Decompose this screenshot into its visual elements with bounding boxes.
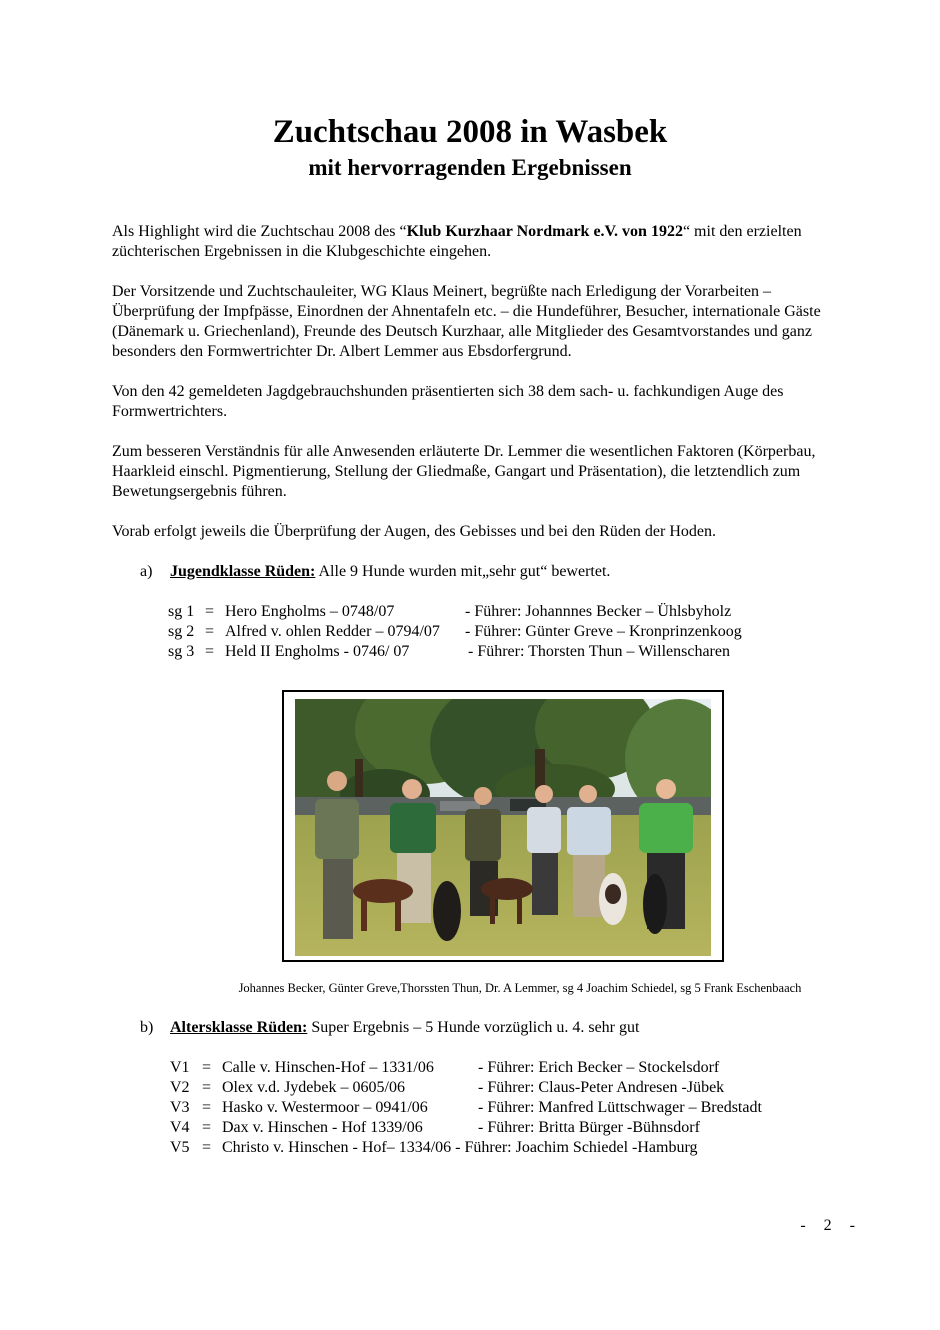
section-a-text: Alle 9 Hunde wurden mit„sehr gut“ bewertet. xyxy=(315,563,611,580)
paragraph-checks: Vorab erfolgt jeweils die Überprüfung der Augen, des Gebisses und bei den Rüden der Hoden. xyxy=(112,523,716,540)
section-b-text: Super Ergebnis – 5 Hunde vorzüglich u. 4. sehr gut xyxy=(307,1019,640,1036)
result-handler: - Führer: Claus-Peter Andresen -Jübek xyxy=(478,1079,725,1096)
result-dog: Christo v. Hinschen - Hof– 1334/06 - Führer: Joachim Schiedel -Hamburg xyxy=(222,1139,698,1156)
section-a-heading xyxy=(140,562,610,582)
result-eq: = xyxy=(202,1079,212,1096)
result-dog: Held II Engholms - 0746/ 07 xyxy=(225,643,410,660)
section-a-marker: a) xyxy=(140,563,153,580)
intro-text-after: “ mit den erzielten züchterischen Ergebnissen in die Klubgeschichte eingehen. xyxy=(112,223,802,260)
result-rank: V1 xyxy=(170,1059,190,1076)
result-dog: Hero Engholms – 0748/07 xyxy=(225,603,395,620)
result-eq: = xyxy=(205,603,215,620)
page-title: Zuchtschau 2008 in Wasbek xyxy=(272,114,668,150)
result-rank: V2 xyxy=(170,1079,190,1096)
result-eq: = xyxy=(202,1119,212,1136)
result-eq: = xyxy=(202,1139,212,1156)
result-eq: = xyxy=(205,623,215,640)
result-handler: - Führer: Britta Bürger -Bühnsdorf xyxy=(478,1119,700,1136)
intro-paragraph xyxy=(112,222,847,262)
result-dog: Hasko v. Westermoor – 0941/06 xyxy=(222,1099,428,1116)
intro-text-before: Als Highlight wird die Zuchtschau 2008 des “ xyxy=(112,223,407,240)
photo-frame xyxy=(282,690,724,962)
section-b-heading xyxy=(140,1018,639,1038)
result-dog: Alfred v. ohlen Redder – 0794/07 xyxy=(225,623,440,640)
result-handler: - Führer: Johannnes Becker – Ühlsbyholz xyxy=(465,603,732,620)
result-rank: V3 xyxy=(170,1099,190,1116)
result-dog: Dax v. Hinschen - Hof 1339/06 xyxy=(222,1119,423,1136)
result-rank: sg 1 xyxy=(168,603,195,620)
club-name: Klub Kurzhaar Nordmark e.V. von 1922 xyxy=(406,223,683,240)
result-dog: Calle v. Hinschen-Hof – 1331/06 xyxy=(222,1059,434,1076)
photo-caption: Johannes Becker, Günter Greve,Thorssten Thun, Dr. A Lemmer, sg 4 Joachim Schiedel, sg 5 Frank Eschenbaach xyxy=(238,981,802,995)
result-handler: - Führer: Erich Becker – Stockelsdorf xyxy=(478,1059,720,1076)
paragraph-dog-count: Von den 42 gemeldeten Jagdgebrauchshunden präsentierten sich 38 dem sach- u. fachkundigen Auge des Formwertrichters. xyxy=(112,383,784,420)
result-handler: - Führer: Manfred Lüttschwager – Bredstadt xyxy=(478,1099,762,1116)
result-rank: V4 xyxy=(170,1119,190,1136)
result-eq: = xyxy=(202,1099,212,1116)
paragraph-greeting: Der Vorsitzende und Zuchtschauleiter, WG Klaus Meinert, begrüßte nach Erledigung der Vorarbeiten – Überprüfung der Impfpässe, Einordnen der Ahnentafeln etc. – die Hundeführer, Besucher, internationale Gäste (Dänemark u. Griechenland), Freunde des Deutsch Kurzhaar, alle Mitglieder des Gesamtvorstandes und ganz besonders den Formwertrichter Dr. Albert Lemmer aus Ebsdorfergrund. xyxy=(112,283,821,360)
page-number: - 2 - xyxy=(800,1217,862,1234)
result-handler: - Führer: Thorsten Thun – Willenscharen xyxy=(468,643,730,660)
result-eq: = xyxy=(205,643,215,660)
result-rank: V5 xyxy=(170,1139,190,1156)
section-b-title: Altersklasse Rüden: xyxy=(170,1019,308,1036)
result-rank: sg 3 xyxy=(168,643,195,660)
paragraph-criteria: Zum besseren Verständnis für alle Anwesenden erläuterte Dr. Lemmer die wesentlichen Faktoren (Körperbau, Haarkleid einschl. Pigmentierung, Stellung der Gliedmaße, Gangart und Präsentation), die letztendlich zum Bewetungsergebnis führen. xyxy=(112,443,816,500)
section-a-title: Jugendklasse Rüden: xyxy=(170,563,316,580)
group-photo-icon xyxy=(295,699,711,956)
page-subtitle: mit hervorragenden Ergebnissen xyxy=(308,155,632,180)
result-rank: sg 2 xyxy=(168,623,195,640)
section-b-marker: b) xyxy=(140,1019,154,1036)
result-handler: - Führer: Günter Greve – Kronprinzenkoog xyxy=(465,623,742,640)
result-dog: Olex v.d. Jydebek – 0605/06 xyxy=(222,1079,405,1096)
result-eq: = xyxy=(202,1059,212,1076)
